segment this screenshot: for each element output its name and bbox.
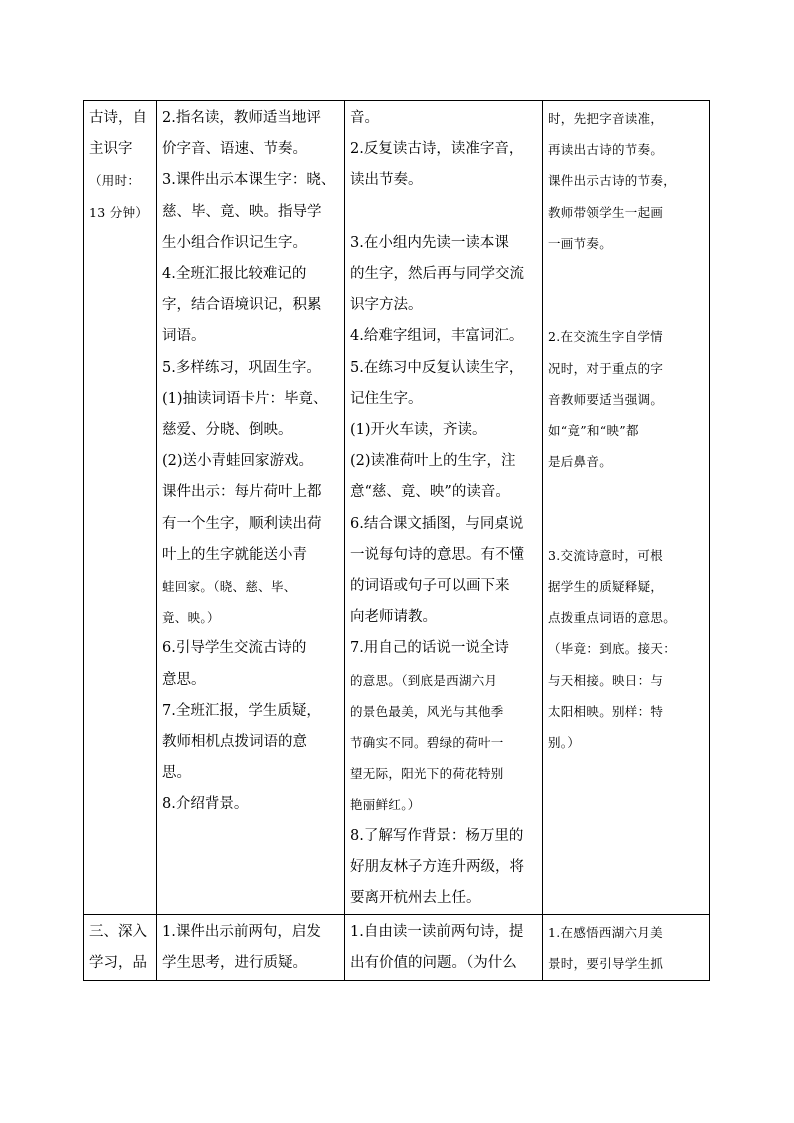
stage-line: 主识字 [89,141,133,158]
teacher-line: 慈爱、分晓、倒映。 [162,422,293,439]
teacher-line: 2.指名读，教师适当地评 [162,110,321,126]
teacher-line: 课件出示：每片荷叶上都 [162,484,322,501]
notes-line: 是后鼻音。 [548,454,613,470]
student-line: 4.给难字组词，丰富词汇。 [350,328,524,345]
notes-line: 3.交流诗意时，可根 [548,547,663,563]
lesson-plan-table [83,100,710,981]
teacher-line: 学生思考，进行质疑。 [162,955,307,972]
stage-line: 13 分钟） [89,204,149,220]
teacher-line: 字，结合语境识记，积累 [162,297,322,314]
teacher-line: 竟、映。） [162,610,220,626]
student-line: 1.自由读一读前两句诗，提 [350,924,524,941]
teacher-line: 3.课件出示本课生字：晓、 [162,172,336,189]
teacher-line: 5.多样练习，巩固生字。 [162,359,321,376]
stage-line: 古诗，自 [89,110,147,126]
teacher-line: 8.介绍背景。 [162,796,249,813]
design-notes-cell [543,101,710,915]
student-line: 好朋友林子方连升两级，将 [350,858,524,875]
teacher-line: 叶上的生字就能送小青 [162,546,307,563]
student-line: 艳丽鲜红。） [350,797,421,813]
student-line: 的生字，然后再与同学交流 [350,266,524,282]
teacher-line: 1.课件出示前两句，启发 [162,924,321,941]
teacher-activity-cell [157,915,345,980]
student-line: 出有价值的问题。（为什么 [350,955,517,972]
student-line: 要离开杭州去上任。 [350,890,481,907]
notes-line: 再读出古诗的节奏。 [548,142,664,158]
notes-line: 如“竟”和“映”都 [548,423,639,438]
student-line: (1)开火车读，齐读。 [350,422,487,439]
notes-line: 别。） [548,735,581,750]
teacher-line: 意思。 [162,671,206,688]
table-row [84,915,710,980]
teacher-line: 生小组合作识记生字。 [162,234,307,251]
student-line: 的景色最美，风光与其他季 [350,703,504,719]
notes-line: 据学生的质疑释疑， [548,578,664,594]
student-line: 记住生字。 [350,390,423,407]
notes-line: 太阳相映。别样：特 [548,703,664,719]
teacher-line: 6.引导学生交流古诗的 [162,640,307,657]
blank-line [350,197,537,228]
student-line: 向老师请教。 [350,609,437,626]
student-line: 望无际，阳光下的荷花特别 [350,766,504,782]
blank-line [548,477,704,508]
notes-line: 况时，对于重点的字 [548,360,664,376]
teacher-line: 4.全班汇报比较难记的 [162,266,307,283]
student-line: 6.结合课文插图，与同桌说 [350,515,524,532]
student-line: (2)读准荷叶上的生字，注 [350,453,516,470]
notes-line: 课件出示古诗的节奏， [548,173,677,189]
notes-line: （毕竟：到底。接天： [548,641,677,657]
stage-cell [84,101,157,915]
design-notes-cell [543,915,710,980]
student-line: 一说每句诗的意思。有不懂 [350,546,524,563]
teacher-line: 教师相机点拨词语的意 [162,734,307,751]
notes-line: 教师带领学生一起画 [548,204,664,220]
notes-line: 音教师要适当强调。 [548,391,664,407]
teacher-line: (1)抽读词语卡片：毕竟、 [162,390,328,407]
student-line: 音。 [350,110,379,126]
student-line: 7.用自己的话说一说全诗 [350,640,509,657]
student-line: 意“慈、竟、映”的读音。 [350,484,510,501]
table-row [84,101,710,915]
notes-line: 与天相接。映日：与 [548,672,664,688]
teacher-line: 慈、毕、竟、映。指导学 [162,203,322,220]
teacher-line: 蛙回家。（晓、慈、毕、 [162,579,297,595]
student-line: 8.了解写作背景：杨万里的 [350,827,524,844]
notes-line: 2.在交流生字自学情 [548,329,663,345]
student-line: 读出节奏。 [350,172,423,189]
notes-line: 景时，要引导学生抓 [548,956,664,972]
notes-line: 时，先把字音读准， [548,111,664,126]
student-line: 2.反复读古诗，读准字音， [350,141,524,158]
teacher-line: 价字音、语速、节奏。 [162,141,307,158]
stage-cell [84,915,157,980]
blank-line [548,290,704,321]
student-line: 识字方法。 [350,297,423,314]
notes-line: 一画节奏。 [548,235,613,251]
student-activity-cell [345,915,543,980]
student-activity-cell [345,101,543,915]
student-line: 的意思。（到底是西湖六月 [350,672,498,688]
blank-line [548,509,704,540]
teacher-activity-cell [157,101,345,915]
student-line: 节确实不同。碧绿的荷叶一 [350,735,504,751]
teacher-line: 有一个生字，顺利读出荷 [162,515,322,532]
student-line: 的词语或句子可以画下来 [350,578,510,595]
blank-line [548,259,704,290]
teacher-line: 思。 [162,765,191,782]
teacher-line: 词语。 [162,328,206,345]
stage-line: （用时： [89,173,141,189]
notes-line: 点拨重点词语的意思。 [548,610,677,626]
teacher-line: (2)送小青蛙回家游戏。 [162,453,314,470]
student-line: 3.在小组内先读一读本课 [350,234,509,251]
notes-line: 1.在感悟西湖六月美 [548,925,663,941]
teacher-line: 7.全班汇报，学生质疑， [162,702,321,719]
stage-line: 学习，品 [89,955,147,972]
student-line: 5.在练习中反复认读生字， [350,359,524,376]
stage-line: 三、深入 [89,924,147,941]
